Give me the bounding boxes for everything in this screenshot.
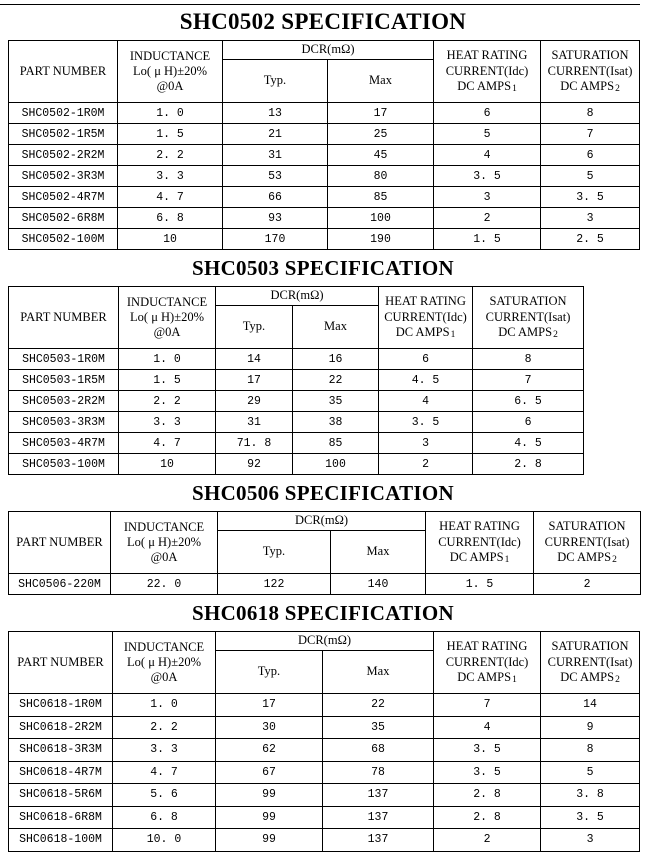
cell-heat-rating-current: 3 <box>434 187 541 208</box>
table-row <box>9 370 584 391</box>
cell-heat-rating-current: 6 <box>379 349 473 370</box>
spec-table <box>8 286 584 475</box>
cell-part-number: SHC0506-220M <box>9 574 111 595</box>
cell-saturation-current: 5 <box>541 761 640 784</box>
table-row <box>9 412 584 433</box>
col-header-dcr-max: Max <box>293 306 379 349</box>
cell-inductance: 5. 6 <box>113 784 216 807</box>
col-header-dcr-max: Max <box>328 60 434 103</box>
cell-dcr-max: 85 <box>293 433 379 454</box>
saturation-header-line: CURRENT(Isat) <box>547 654 633 669</box>
inductance-header-line: Lo( μ H)±20% <box>130 309 204 324</box>
saturation-header-line <box>541 670 639 686</box>
cell-dcr-max: 25 <box>328 124 434 145</box>
cell-dcr-typ: 14 <box>216 349 293 370</box>
cell-dcr-max: 22 <box>293 370 379 391</box>
table-body <box>9 103 640 250</box>
cell-dcr-typ: 99 <box>216 829 323 852</box>
table-header <box>9 287 584 349</box>
cell-heat-rating-current: 3. 5 <box>434 761 541 784</box>
saturation-header-line: CURRENT(Isat) <box>544 534 630 549</box>
cell-saturation-current: 7 <box>473 370 584 391</box>
cell-heat-rating-current: 2. 8 <box>434 784 541 807</box>
cell-dcr-typ: 53 <box>223 166 328 187</box>
col-header-saturation <box>534 512 641 574</box>
cell-part-number: SHC0502-3R3M <box>9 166 118 187</box>
cell-heat-rating-current: 2 <box>434 829 541 852</box>
col-header-dcr: DCR(mΩ) <box>223 41 434 60</box>
cell-part-number: SHC0502-1R0M <box>9 103 118 124</box>
heat-rating-header-line <box>426 550 533 566</box>
col-header-heat-rating <box>379 287 473 349</box>
col-header-heat-rating <box>426 512 534 574</box>
inductance-header-line: INDUCTANCE <box>126 294 208 309</box>
cell-dcr-typ: 93 <box>223 208 328 229</box>
cell-heat-rating-current: 2. 8 <box>434 806 541 829</box>
table-body <box>9 574 641 595</box>
table-row <box>9 784 640 807</box>
cell-dcr-typ: 99 <box>216 806 323 829</box>
cell-dcr-typ: 99 <box>216 784 323 807</box>
cell-dcr-typ: 62 <box>216 739 323 762</box>
cell-inductance: 1. 0 <box>118 103 223 124</box>
col-header-inductance <box>118 41 223 103</box>
cell-part-number: SHC0502-100M <box>9 229 118 250</box>
spec-sections <box>0 9 646 852</box>
cell-inductance: 3. 3 <box>119 412 216 433</box>
col-header-inductance <box>111 512 218 574</box>
cell-dcr-typ: 31 <box>216 412 293 433</box>
inductance-header-line: @0A <box>156 79 184 94</box>
cell-part-number: SHC0503-3R3M <box>9 412 119 433</box>
cell-part-number: SHC0618-5R6M <box>9 784 113 807</box>
table-row <box>9 716 640 739</box>
table-row <box>9 103 640 124</box>
cell-saturation-current: 3. 8 <box>541 784 640 807</box>
cell-inductance: 1. 0 <box>113 694 216 717</box>
table-row <box>9 187 640 208</box>
col-header-part-number: PART NUMBER <box>9 512 111 574</box>
cell-saturation-current: 7 <box>541 124 640 145</box>
col-header-heat-rating <box>434 41 541 103</box>
cell-dcr-max: 78 <box>323 761 434 784</box>
col-header-inductance <box>119 287 216 349</box>
cell-part-number: SHC0618-4R7M <box>9 761 113 784</box>
subscript-1: 1 <box>512 83 517 94</box>
heat-rating-header-line: HEAT RATING <box>446 48 528 63</box>
cell-dcr-max: 22 <box>323 694 434 717</box>
cell-part-number: SHC0503-4R7M <box>9 433 119 454</box>
cell-part-number: SHC0618-100M <box>9 829 113 852</box>
table-row <box>9 739 640 762</box>
cell-part-number: SHC0502-6R8M <box>9 208 118 229</box>
cell-saturation-current: 3 <box>541 208 640 229</box>
cell-heat-rating-current: 7 <box>434 694 541 717</box>
cell-heat-rating-current: 4 <box>434 716 541 739</box>
table-row <box>9 124 640 145</box>
cell-saturation-current: 5 <box>541 166 640 187</box>
cell-inductance: 2. 2 <box>113 716 216 739</box>
table-row <box>9 229 640 250</box>
cell-heat-rating-current: 1. 5 <box>426 574 534 595</box>
cell-part-number: SHC0502-4R7M <box>9 187 118 208</box>
cell-saturation-current: 8 <box>541 739 640 762</box>
inductance-header-line: Lo( μ H)±20% <box>127 534 201 549</box>
cell-saturation-current: 3. 5 <box>541 806 640 829</box>
cell-heat-rating-current: 3. 5 <box>379 412 473 433</box>
cell-dcr-max: 100 <box>293 454 379 475</box>
heat-rating-header-line <box>434 670 540 686</box>
cell-dcr-typ: 170 <box>223 229 328 250</box>
col-header-inductance <box>113 632 216 694</box>
table-row <box>9 806 640 829</box>
top-rule-divider <box>0 4 640 5</box>
cell-dcr-typ: 17 <box>216 694 323 717</box>
spec-table-section <box>0 256 646 475</box>
table-row <box>9 433 584 454</box>
cell-inductance: 1. 5 <box>118 124 223 145</box>
cell-dcr-max: 137 <box>323 806 434 829</box>
dc-amps-label: DC AMPS <box>457 78 512 93</box>
cell-inductance: 22. 0 <box>111 574 218 595</box>
cell-part-number: SHC0503-100M <box>9 454 119 475</box>
cell-heat-rating-current: 4 <box>434 145 541 166</box>
cell-inductance: 10. 0 <box>113 829 216 852</box>
cell-saturation-current: 9 <box>541 716 640 739</box>
cell-inductance: 2. 2 <box>119 391 216 412</box>
cell-dcr-max: 35 <box>323 716 434 739</box>
inductance-header-line: Lo( μ H)±20% <box>127 654 201 669</box>
table-row <box>9 166 640 187</box>
cell-dcr-typ: 122 <box>218 574 331 595</box>
col-header-dcr-typ: Typ. <box>218 531 331 574</box>
spec-table-section <box>0 601 646 852</box>
col-header-dcr-typ: Typ. <box>216 306 293 349</box>
cell-saturation-current: 2. 8 <box>473 454 584 475</box>
cell-saturation-current: 3. 5 <box>541 187 640 208</box>
subscript-2: 2 <box>615 674 620 685</box>
inductance-header-line: @0A <box>150 550 178 565</box>
saturation-header-line: SATURATION <box>489 294 567 309</box>
dc-amps-label: DC AMPS <box>560 78 615 93</box>
cell-heat-rating-current: 3. 5 <box>434 166 541 187</box>
cell-part-number: SHC0618-1R0M <box>9 694 113 717</box>
cell-heat-rating-current: 3. 5 <box>434 739 541 762</box>
header-row-top <box>9 287 584 306</box>
table-header <box>9 41 640 103</box>
table-row <box>9 349 584 370</box>
col-header-dcr-max: Max <box>331 531 426 574</box>
cell-dcr-typ: 21 <box>223 124 328 145</box>
saturation-header-line: SATURATION <box>548 519 626 534</box>
table-body <box>9 349 584 475</box>
table-row <box>9 145 640 166</box>
cell-dcr-typ: 13 <box>223 103 328 124</box>
cell-dcr-typ: 17 <box>216 370 293 391</box>
cell-saturation-current: 3 <box>541 829 640 852</box>
cell-dcr-max: 137 <box>323 829 434 852</box>
cell-saturation-current: 4. 5 <box>473 433 584 454</box>
table-row <box>9 829 640 852</box>
cell-saturation-current: 2 <box>534 574 641 595</box>
cell-dcr-typ: 30 <box>216 716 323 739</box>
subscript-1: 1 <box>504 554 510 565</box>
heat-rating-header-line: HEAT RATING <box>385 294 466 309</box>
heat-rating-header-line: HEAT RATING <box>446 639 528 654</box>
cell-dcr-max: 140 <box>331 574 426 595</box>
table-body <box>9 694 640 852</box>
section-title: SHC0506 SPECIFICATION <box>191 481 455 505</box>
cell-part-number: SHC0503-1R0M <box>9 349 119 370</box>
saturation-header-line <box>473 325 583 341</box>
cell-saturation-current: 6 <box>541 145 640 166</box>
cell-part-number: SHC0618-2R2M <box>9 716 113 739</box>
table-header <box>9 512 641 574</box>
saturation-header-line: SATURATION <box>551 639 629 654</box>
cell-saturation-current: 2. 5 <box>541 229 640 250</box>
cell-part-number: SHC0503-2R2M <box>9 391 119 412</box>
spec-table <box>8 631 640 852</box>
saturation-header-line: CURRENT(Isat) <box>547 63 633 78</box>
inductance-header-line: @0A <box>153 325 181 340</box>
heat-rating-header-line: CURRENT(Idc) <box>445 654 529 669</box>
col-header-dcr: DCR(mΩ) <box>218 512 426 531</box>
cell-dcr-max: 137 <box>323 784 434 807</box>
cell-dcr-max: 100 <box>328 208 434 229</box>
cell-heat-rating-current: 4 <box>379 391 473 412</box>
cell-inductance: 3. 3 <box>113 739 216 762</box>
col-header-heat-rating <box>434 632 541 694</box>
cell-dcr-max: 16 <box>293 349 379 370</box>
col-header-part-number: PART NUMBER <box>9 287 119 349</box>
col-header-dcr: DCR(mΩ) <box>216 632 434 651</box>
inductance-header-line: Lo( μ H)±20% <box>133 63 207 78</box>
col-header-dcr-typ: Typ. <box>216 651 323 694</box>
cell-heat-rating-current: 3 <box>379 433 473 454</box>
dc-amps-label: DC AMPS <box>449 549 504 564</box>
cell-dcr-max: 80 <box>328 166 434 187</box>
cell-dcr-typ: 92 <box>216 454 293 475</box>
col-header-saturation <box>541 41 640 103</box>
cell-dcr-max: 38 <box>293 412 379 433</box>
cell-saturation-current: 6. 5 <box>473 391 584 412</box>
cell-dcr-max: 190 <box>328 229 434 250</box>
cell-inductance: 4. 7 <box>118 187 223 208</box>
cell-heat-rating-current: 2 <box>379 454 473 475</box>
cell-heat-rating-current: 4. 5 <box>379 370 473 391</box>
inductance-header-line: INDUCTANCE <box>129 48 211 63</box>
heat-rating-header-line: CURRENT(Idc) <box>445 63 529 78</box>
cell-saturation-current: 8 <box>473 349 584 370</box>
heat-rating-header-line: HEAT RATING <box>439 519 520 534</box>
subscript-2: 2 <box>612 554 617 565</box>
inductance-header-line: INDUCTANCE <box>123 519 205 534</box>
col-header-saturation <box>541 632 640 694</box>
heat-rating-header-line <box>434 79 540 95</box>
cell-dcr-max: 85 <box>328 187 434 208</box>
heat-rating-header-line: CURRENT(Idc) <box>438 534 521 549</box>
table-header <box>9 632 640 694</box>
cell-heat-rating-current: 1. 5 <box>434 229 541 250</box>
dc-amps-label: DC AMPS <box>457 669 512 684</box>
table-row <box>9 761 640 784</box>
section-title: SHC0502 SPECIFICATION <box>179 9 467 34</box>
heat-rating-header-line <box>379 325 472 341</box>
table-row <box>9 208 640 229</box>
subscript-2: 2 <box>553 329 558 340</box>
dc-amps-label: DC AMPS <box>498 324 553 339</box>
subscript-1: 1 <box>512 674 517 685</box>
subscript-2: 2 <box>615 83 620 94</box>
inductance-header-line: @0A <box>150 670 178 685</box>
table-row <box>9 694 640 717</box>
saturation-header-line <box>541 79 639 95</box>
dc-amps-label: DC AMPS <box>557 549 612 564</box>
spec-table <box>8 511 641 595</box>
cell-inductance: 10 <box>118 229 223 250</box>
dc-amps-label: DC AMPS <box>395 324 450 339</box>
cell-saturation-current: 14 <box>541 694 640 717</box>
section-title: SHC0618 SPECIFICATION <box>191 601 455 625</box>
heat-rating-header-line: CURRENT(Idc) <box>384 309 467 324</box>
dc-amps-label: DC AMPS <box>560 669 615 684</box>
col-header-part-number: PART NUMBER <box>9 632 113 694</box>
cell-dcr-typ: 31 <box>223 145 328 166</box>
cell-dcr-max: 35 <box>293 391 379 412</box>
cell-part-number: SHC0618-3R3M <box>9 739 113 762</box>
cell-part-number: SHC0503-1R5M <box>9 370 119 391</box>
cell-inductance: 6. 8 <box>113 806 216 829</box>
inductance-header-line: INDUCTANCE <box>123 639 205 654</box>
saturation-header-line: SATURATION <box>551 48 629 63</box>
saturation-header-line <box>534 550 640 566</box>
header-row-top <box>9 512 641 531</box>
cell-dcr-max: 17 <box>328 103 434 124</box>
col-header-dcr: DCR(mΩ) <box>216 287 379 306</box>
cell-heat-rating-current: 5 <box>434 124 541 145</box>
subscript-1: 1 <box>450 329 456 340</box>
cell-inductance: 1. 0 <box>119 349 216 370</box>
spec-table <box>8 40 640 250</box>
saturation-header-line: CURRENT(Isat) <box>485 309 571 324</box>
cell-part-number: SHC0502-1R5M <box>9 124 118 145</box>
spec-table-section <box>0 481 646 595</box>
cell-heat-rating-current: 2 <box>434 208 541 229</box>
cell-dcr-typ: 66 <box>223 187 328 208</box>
cell-dcr-typ: 67 <box>216 761 323 784</box>
table-row <box>9 391 584 412</box>
cell-inductance: 2. 2 <box>118 145 223 166</box>
cell-dcr-max: 68 <box>323 739 434 762</box>
col-header-part-number: PART NUMBER <box>9 41 118 103</box>
cell-saturation-current: 6 <box>473 412 584 433</box>
cell-part-number: SHC0618-6R8M <box>9 806 113 829</box>
cell-part-number: SHC0502-2R2M <box>9 145 118 166</box>
cell-inductance: 1. 5 <box>119 370 216 391</box>
cell-inductance: 3. 3 <box>118 166 223 187</box>
header-row-top <box>9 632 640 651</box>
header-row-top <box>9 41 640 60</box>
cell-inductance: 6. 8 <box>118 208 223 229</box>
table-row <box>9 454 584 475</box>
cell-inductance: 4. 7 <box>113 761 216 784</box>
col-header-dcr-typ: Typ. <box>223 60 328 103</box>
cell-inductance: 4. 7 <box>119 433 216 454</box>
cell-saturation-current: 8 <box>541 103 640 124</box>
cell-dcr-typ: 71. 8 <box>216 433 293 454</box>
cell-dcr-typ: 29 <box>216 391 293 412</box>
cell-heat-rating-current: 6 <box>434 103 541 124</box>
col-header-saturation <box>473 287 584 349</box>
cell-inductance: 10 <box>119 454 216 475</box>
col-header-dcr-max: Max <box>323 651 434 694</box>
section-title: SHC0503 SPECIFICATION <box>191 256 455 280</box>
spec-table-section <box>0 9 646 250</box>
cell-dcr-max: 45 <box>328 145 434 166</box>
table-row <box>9 574 641 595</box>
